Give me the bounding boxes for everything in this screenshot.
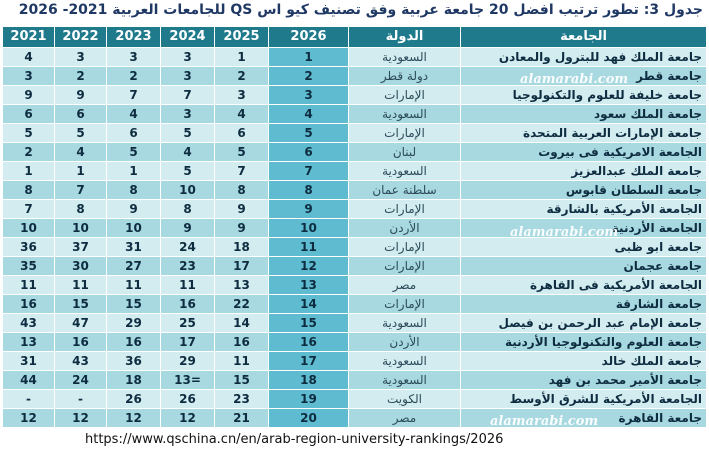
table-row	[3, 143, 707, 162]
cell-2025: 6	[215, 124, 269, 143]
watermark-3: alamarabi.com	[490, 414, 599, 429]
cell-country: السعودية	[349, 314, 461, 333]
cell-2022: 15	[55, 295, 107, 314]
cell-2024: 16	[161, 295, 215, 314]
cell-university: جامعة الملك سعود	[461, 105, 707, 124]
cell-2026: 5	[269, 124, 349, 143]
cell-2026: 16	[269, 333, 349, 352]
cell-2023: 6	[107, 124, 161, 143]
cell-2024: 10	[161, 181, 215, 200]
cell-2023: 2	[107, 67, 161, 86]
cell-country: الأردن	[349, 219, 461, 238]
table-row	[3, 276, 707, 295]
cell-2021: 7	[3, 200, 55, 219]
cell-2021: 8	[3, 181, 55, 200]
cell-2024: 5	[161, 124, 215, 143]
cell-2023: 7	[107, 86, 161, 105]
cell-2024: 5	[161, 162, 215, 181]
cell-country: الإمارات	[349, 200, 461, 219]
table-row	[3, 162, 707, 181]
cell-2026: 19	[269, 390, 349, 409]
cell-2022: 10	[55, 219, 107, 238]
cell-2026: 18	[269, 371, 349, 390]
table-row	[3, 105, 707, 124]
cell-2025: 23	[215, 390, 269, 409]
cell-2023: 26	[107, 390, 161, 409]
cell-2024: 11	[161, 276, 215, 295]
cell-2022: 9	[55, 86, 107, 105]
cell-2026: 7	[269, 162, 349, 181]
table-row	[3, 390, 707, 409]
cell-country: الإمارات	[349, 295, 461, 314]
cell-2022: 4	[55, 143, 107, 162]
cell-2021: 11	[3, 276, 55, 295]
cell-2023: 1	[107, 162, 161, 181]
cell-2022: 6	[55, 105, 107, 124]
cell-country: مصر	[349, 276, 461, 295]
table-row	[3, 219, 707, 238]
cell-2023: 36	[107, 352, 161, 371]
header-country: الدولة	[349, 27, 461, 48]
cell-2025: 4	[215, 105, 269, 124]
cell-university: جامعة قطر	[461, 67, 707, 86]
cell-university: جامعة الشارقة	[461, 295, 707, 314]
table-row	[3, 181, 707, 200]
cell-2025: 3	[215, 86, 269, 105]
cell-2024: 26	[161, 390, 215, 409]
cell-university: جامعة ابو ظبى	[461, 238, 707, 257]
table-row	[3, 352, 707, 371]
cell-country: الإمارات	[349, 257, 461, 276]
cell-2021: 1	[3, 162, 55, 181]
table-body	[3, 48, 707, 428]
header-2023: 2023	[107, 27, 161, 48]
cell-2026: 13	[269, 276, 349, 295]
cell-country: الإمارات	[349, 124, 461, 143]
header-row	[3, 27, 707, 48]
cell-2023: 3	[107, 48, 161, 67]
cell-2021: 31	[3, 352, 55, 371]
cell-country: السعودية	[349, 48, 461, 67]
cell-university: جامعة خليفة للعلوم والتكنولوجيا	[461, 86, 707, 105]
watermark-2: alamarabi.com	[510, 225, 619, 240]
cell-2026: 2	[269, 67, 349, 86]
cell-university: الجامعة الأمريكية فى القاهرة	[461, 276, 707, 295]
cell-2023: 4	[107, 105, 161, 124]
cell-2024: 3	[161, 105, 215, 124]
cell-2022: 7	[55, 181, 107, 200]
cell-2025: 7	[215, 162, 269, 181]
cell-university: جامعة عجمان	[461, 257, 707, 276]
table-row	[3, 238, 707, 257]
table-row	[3, 67, 707, 86]
cell-2025: 22	[215, 295, 269, 314]
cell-2024: 4	[161, 143, 215, 162]
cell-2023: 10	[107, 219, 161, 238]
header-2025: 2025	[215, 27, 269, 48]
cell-2025: 18	[215, 238, 269, 257]
table-row	[3, 295, 707, 314]
table-row	[3, 86, 707, 105]
cell-country: السعودية	[349, 371, 461, 390]
cell-2023: 27	[107, 257, 161, 276]
cell-2023: 18	[107, 371, 161, 390]
header-2022: 2022	[55, 27, 107, 48]
cell-2023: 5	[107, 143, 161, 162]
cell-2022: 2	[55, 67, 107, 86]
cell-2025: 11	[215, 352, 269, 371]
cell-2021: 13	[3, 333, 55, 352]
watermark-1: alamarabi.com	[520, 72, 629, 87]
table-row	[3, 257, 707, 276]
cell-2021: 5	[3, 124, 55, 143]
cell-2022: 37	[55, 238, 107, 257]
cell-university: الجامعة الأمريكية بالشارقة	[461, 200, 707, 219]
cell-university: جامعة السلطان قابوس	[461, 181, 707, 200]
cell-2023: 9	[107, 200, 161, 219]
cell-2024: 12	[161, 409, 215, 428]
cell-2025: 13	[215, 276, 269, 295]
cell-2024: 9	[161, 219, 215, 238]
cell-2022: 3	[55, 48, 107, 67]
cell-2023: 15	[107, 295, 161, 314]
cell-2023: 29	[107, 314, 161, 333]
header-2021: 2021	[3, 27, 55, 48]
cell-2021: 12	[3, 409, 55, 428]
cell-2022: 1	[55, 162, 107, 181]
cell-university: جامعة الأمير محمد بن فهد	[461, 371, 707, 390]
table-row	[3, 48, 707, 67]
cell-2024: 25	[161, 314, 215, 333]
cell-country: الإمارات	[349, 238, 461, 257]
cell-2021: 36	[3, 238, 55, 257]
cell-2022: 47	[55, 314, 107, 333]
cell-2026: 20	[269, 409, 349, 428]
cell-2021: 4	[3, 48, 55, 67]
cell-country: الإمارات	[349, 86, 461, 105]
cell-2026: 4	[269, 105, 349, 124]
cell-2026: 6	[269, 143, 349, 162]
cell-country: السعودية	[349, 105, 461, 124]
cell-2026: 9	[269, 200, 349, 219]
cell-2022: 8	[55, 200, 107, 219]
cell-2025: 9	[215, 219, 269, 238]
cell-2025: 15	[215, 371, 269, 390]
cell-2025: 5	[215, 143, 269, 162]
cell-2021: -	[3, 390, 55, 409]
cell-university: جامعة الملك فهد للبترول والمعادن	[461, 48, 707, 67]
cell-country: دولة قطر	[349, 67, 461, 86]
cell-university: الجامعة الأردنية	[461, 219, 707, 238]
cell-university: جامعة الملك عبدالعزيز	[461, 162, 707, 181]
table-row	[3, 371, 707, 390]
cell-2025: 2	[215, 67, 269, 86]
table-row	[3, 409, 707, 428]
cell-2022: 24	[55, 371, 107, 390]
cell-university: جامعة القاهرة	[461, 409, 707, 428]
cell-2026: 1	[269, 48, 349, 67]
cell-2021: 9	[3, 86, 55, 105]
table-row	[3, 124, 707, 143]
cell-2026: 17	[269, 352, 349, 371]
cell-2025: 21	[215, 409, 269, 428]
cell-country: لبنان	[349, 143, 461, 162]
cell-2025: 1	[215, 48, 269, 67]
cell-2022: 5	[55, 124, 107, 143]
cell-2022: 16	[55, 333, 107, 352]
table-row	[3, 314, 707, 333]
table-row	[3, 333, 707, 352]
cell-university: الجامعة الامريكية فى بيروت	[461, 143, 707, 162]
cell-2023: 11	[107, 276, 161, 295]
table-title: جدول 3: تطور ترتيب افضل 20 جامعة عربية وفق تصنيف كيو اس QS للجامعات العربية 2021- 2026	[18, 2, 703, 18]
cell-2026: 3	[269, 86, 349, 105]
cell-2026: 12	[269, 257, 349, 276]
cell-2025: 16	[215, 333, 269, 352]
cell-country: الأردن	[349, 333, 461, 352]
cell-2026: 8	[269, 181, 349, 200]
cell-2025: 17	[215, 257, 269, 276]
cell-2024: 23	[161, 257, 215, 276]
cell-2022: 43	[55, 352, 107, 371]
cell-2024: 8	[161, 200, 215, 219]
cell-university: جامعة العلوم والتكنولوجيا الأردنية	[461, 333, 707, 352]
cell-2022: 12	[55, 409, 107, 428]
cell-2022: -	[55, 390, 107, 409]
cell-university: جامعة الإمام عبد الرحمن بن فيصل	[461, 314, 707, 333]
cell-2021: 43	[3, 314, 55, 333]
header-university: الجامعة	[461, 27, 707, 48]
cell-2026: 10	[269, 219, 349, 238]
cell-2025: 9	[215, 200, 269, 219]
cell-2024: 7	[161, 86, 215, 105]
cell-country: السعودية	[349, 352, 461, 371]
cell-2021: 2	[3, 143, 55, 162]
rankings-table	[2, 26, 707, 428]
cell-university: الجامعة الأمريكية للشرق الأوسط	[461, 390, 707, 409]
cell-2026: 11	[269, 238, 349, 257]
cell-2021: 6	[3, 105, 55, 124]
cell-2026: 15	[269, 314, 349, 333]
cell-2024: 29	[161, 352, 215, 371]
cell-country: الكويت	[349, 390, 461, 409]
cell-2021: 35	[3, 257, 55, 276]
cell-2023: 16	[107, 333, 161, 352]
cell-university: جامعة الإمارات العربية المتحدة	[461, 124, 707, 143]
source-url: https://www.qschina.cn/en/arab-region-university-rankings/2026	[85, 432, 504, 447]
cell-2025: 14	[215, 314, 269, 333]
cell-2026: 14	[269, 295, 349, 314]
cell-2023: 12	[107, 409, 161, 428]
cell-2021: 10	[3, 219, 55, 238]
cell-2022: 30	[55, 257, 107, 276]
cell-2024: 17	[161, 333, 215, 352]
cell-2025: 8	[215, 181, 269, 200]
header-2024: 2024	[161, 27, 215, 48]
cell-2024: 3	[161, 48, 215, 67]
cell-2023: 31	[107, 238, 161, 257]
cell-2024: =13	[161, 371, 215, 390]
cell-2024: 3	[161, 67, 215, 86]
cell-country: مصر	[349, 409, 461, 428]
cell-country: السعودية	[349, 162, 461, 181]
cell-2021: 44	[3, 371, 55, 390]
cell-2021: 16	[3, 295, 55, 314]
cell-2022: 11	[55, 276, 107, 295]
cell-university: جامعة الملك خالد	[461, 352, 707, 371]
cell-2024: 24	[161, 238, 215, 257]
cell-country: سلطنة عمان	[349, 181, 461, 200]
rankings-table-wrapper	[2, 26, 706, 428]
cell-2023: 8	[107, 181, 161, 200]
table-row	[3, 200, 707, 219]
header-2026: 2026	[269, 27, 349, 48]
cell-2021: 3	[3, 67, 55, 86]
